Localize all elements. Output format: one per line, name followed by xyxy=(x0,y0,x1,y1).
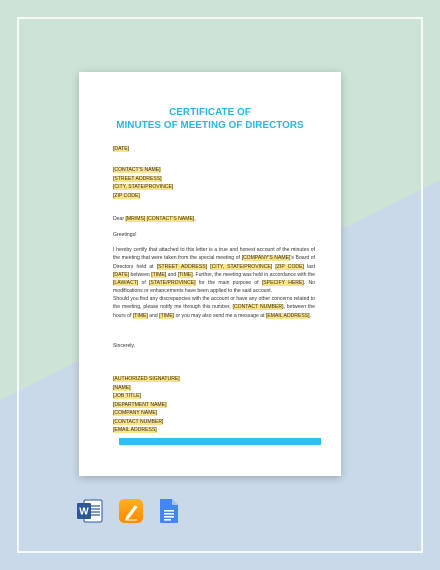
signature-job-title: [JOB TITLE] xyxy=(113,393,141,399)
address-zip: [ZIP CODE] xyxy=(113,192,140,199)
word-icon[interactable] xyxy=(76,498,102,524)
salutation: Dear [MR/MS] [CONTACT'S NAME], xyxy=(113,216,196,222)
signature-email: [EMAIL ADDRESS] xyxy=(113,427,157,433)
signature-department: [DEPARTMENT NAME] xyxy=(113,401,167,408)
paragraph-1: I hereby certify that attached to this letter is a true and honest account of the minutes of the meeting that were taken from the special meeting of [COMPANY'S NAME]'s Board of Directors held at [STREET ADDRESS] [CITY, STATE/PROVINCE] [ZIP CODE] last [DATE] between [TIME] and [TIME]. Further, the meeting was held in accordance with the [LAW/ACT] of [STATE/PROVINCE] for the main purpose of [SPECIFY HERE]. No modifications or enhancements have been applied to the said account. xyxy=(113,247,315,295)
document-title-line2: MINUTES OF MEETING OF DIRECTORS xyxy=(116,120,304,131)
document-page xyxy=(79,72,341,476)
signature-name: [NAME] xyxy=(113,384,131,391)
pages-icon[interactable] xyxy=(118,498,144,524)
footer-accent-bar xyxy=(119,438,321,445)
address-contact-name: [CONTACT'S NAME] xyxy=(113,167,161,173)
signature-contact: [CONTACT NUMBER] xyxy=(113,418,164,425)
app-icons xyxy=(0,498,440,528)
paragraph-2: Should you find any discrepancies with the account or have any other concerns related to the meeting, please notify me through this number, [CONTACT NUMBER], between the hours of [TIME] and [TIME] or you may also send me a message at [EMAIL ADDRESS]. xyxy=(113,296,316,319)
closing: Sincerely, xyxy=(113,343,135,349)
signature-company: [COMPANY NAME] xyxy=(113,410,158,416)
greeting: Greetings! xyxy=(113,232,137,238)
document-title-line1: CERTIFICATE OF xyxy=(169,107,251,118)
signature-authorized: [AUTHORIZED SIGNATURE] xyxy=(113,376,180,382)
address-street: [STREET ADDRESS] xyxy=(113,175,162,182)
word-icon-letter: W xyxy=(79,506,89,518)
date-placeholder: [DATE] xyxy=(113,146,130,152)
date-line xyxy=(113,146,129,152)
google-docs-icon[interactable] xyxy=(158,498,184,524)
address-city: [CITY, STATE/PROVINCE] xyxy=(113,184,174,190)
